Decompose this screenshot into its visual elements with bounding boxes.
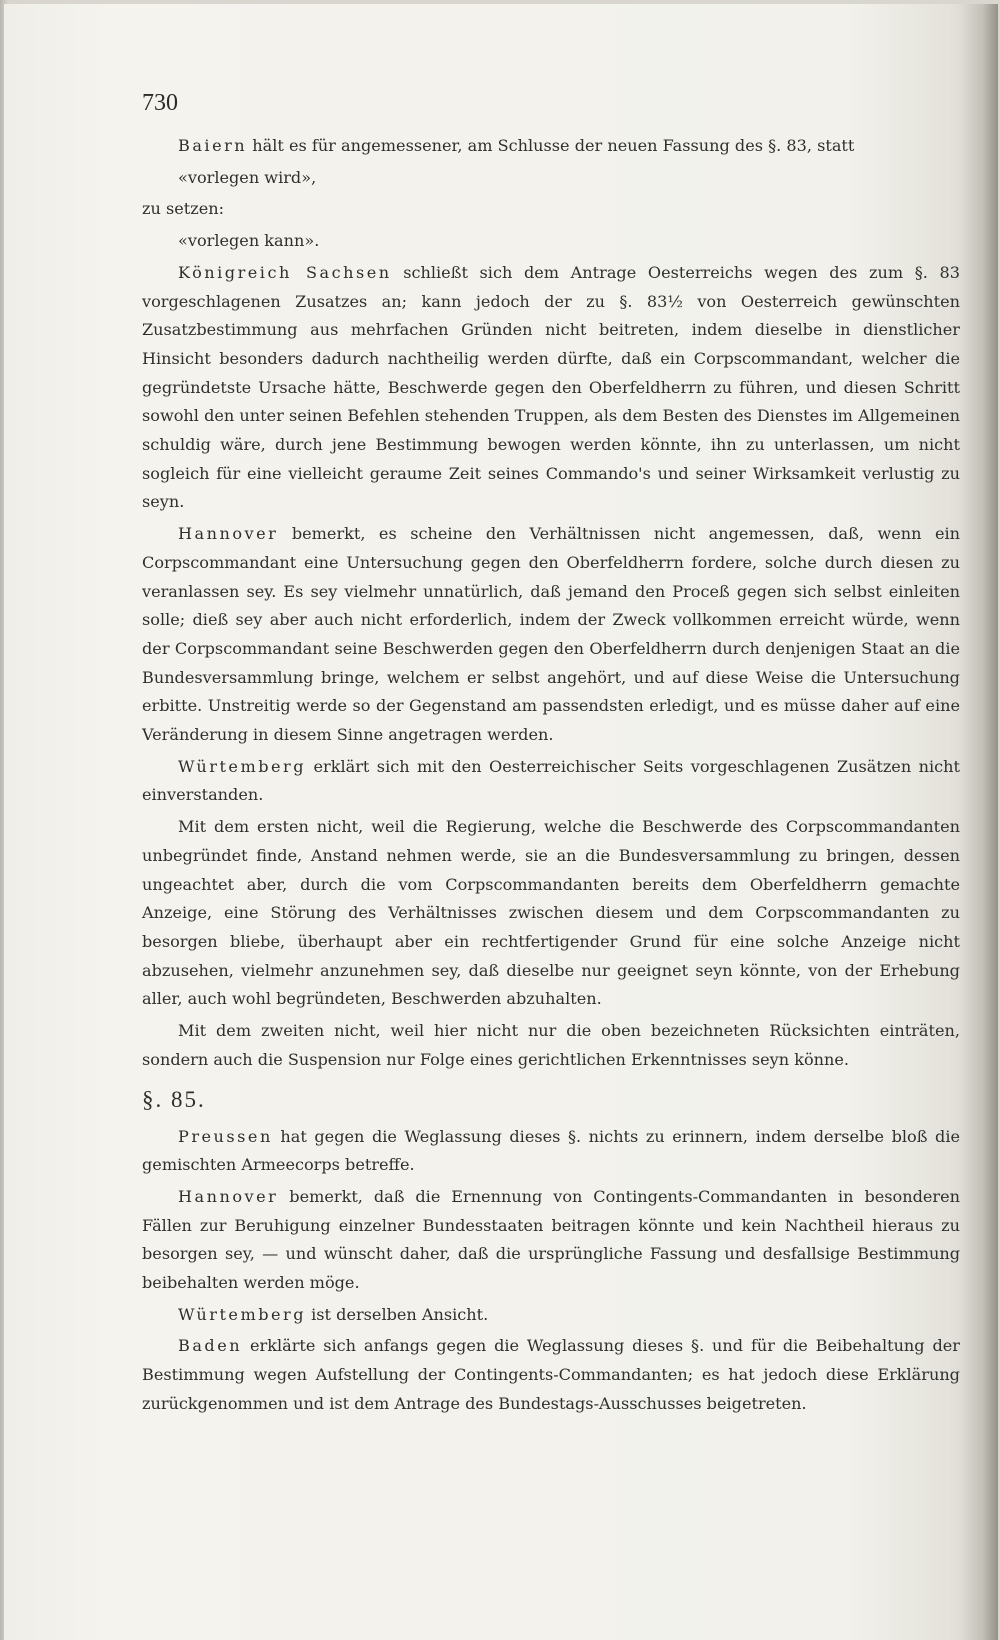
paragraph-lead-name: Würtemberg	[178, 1304, 307, 1324]
paragraph	[142, 1017, 960, 1074]
paragraph-text: bemerkt, daß die Ernennung von Contingents-Commandanten in besonderen Fällen zur Beruhigung einzelner Bundesstaaten beitragen könnte und kein Nachtheil hieraus zu besorgen sey, — und wünscht daher, daß die ursprüngliche Fassung und desfallsige Bestimmung beibehalten werden möge.	[142, 1186, 960, 1293]
scanned-page	[4, 4, 998, 1640]
paragraph-lead-name: Baiern	[178, 136, 248, 155]
page-number: 730	[142, 90, 178, 116]
paragraph-text: Mit dem zweiten nicht, weil hier nicht nur die oben bezeichneten Rücksichten einträten, sondern auch die Suspension nur Folge eines gerichtlichen Erkenntnisses seyn könne.	[142, 1021, 960, 1069]
paragraph-lead-name: Hannover	[178, 524, 279, 544]
paragraph-text: zu setzen:	[142, 199, 225, 219]
paragraph	[142, 1301, 960, 1330]
paragraph-text: «vorlegen kann».	[178, 231, 320, 251]
paragraph-text: hat gegen die Weglassung dieses §. nichts zu erinnern, indem derselbe bloß die gemischten Armeecorps betreffe.	[142, 1126, 960, 1175]
paragraph	[142, 813, 960, 1014]
paragraph	[142, 520, 960, 750]
paragraph-lead-name: Baden	[178, 1336, 243, 1356]
paragraph	[142, 132, 960, 161]
paragraph	[142, 259, 960, 517]
paragraph-lead-name: Würtemberg	[178, 756, 307, 776]
paragraph-text: erklärte sich anfangs gegen die Weglassung dieses §. und für die Beibehaltung der Bestimmung wegen Aufstellung der Contingents-Commandanten; es hat jedoch diese Erklärung zurückgenommen und ist dem Antrage des Bundestags-Ausschusses beigetreten.	[142, 1336, 960, 1413]
paragraph	[142, 164, 960, 193]
paragraph-text: «vorlegen wird»,	[178, 167, 317, 187]
paragraphs-after-section	[142, 1123, 960, 1419]
paragraph	[142, 1183, 960, 1298]
page-edge-shadow	[960, 4, 998, 1640]
body-text	[142, 132, 960, 1422]
paragraph	[142, 227, 960, 256]
paragraph	[142, 1332, 960, 1418]
paragraph	[142, 753, 960, 810]
paragraph-text: bemerkt, es scheine den Verhältnissen nicht angemessen, daß, wenn ein Corpscommandant eine Untersuchung gegen den Oberfeldherrn fordere, solche durch diesen zu veranlassen sey. Es sey vielmehr unnatürlich, daß jemand den Proceß gegen sich selbst einleiten solle; dieß sey aber auch nicht erforderlich, indem der Zweck vollkommen erreicht würde, wenn der Corpscommandant seine Beschwerden gegen den Oberfeldherrn durch denjenigen Staat an die Bundesversammlung bringe, welchem er selbst angehört, und auf diese Weise die Untersuchung erbitte. Unstreitig werde so der Gegenstand am passendsten erledigt, und es müsse daher auf eine Veränderung in diesem Sinne angetragen werden.	[142, 524, 960, 745]
paragraph-lead-name: Preussen	[178, 1126, 273, 1146]
paragraph-lead-name: Königreich Sachsen	[178, 262, 392, 282]
paragraph-text: ist derselben Ansicht.	[306, 1304, 489, 1324]
paragraph-text: schließt sich dem Antrage Oesterreichs wegen des zum §. 83 vorgeschlagenen Zusatzes an; kann jedoch der zu §. 83½ von Oesterreich gewünschten Zusatzbestimmung aus mehrfachen Gründen nicht beitreten, indem dieselbe in dienstlicher Hinsicht besonders dadurch nachtheilig werden dürfte, daß ein Corpscommandant, welcher die gegründetste Ursache hätte, Beschwerde gegen den Oberfeldherrn zu führen, und diesen Schritt sowohl den unter seinen Befehlen stehenden Truppen, als dem Besten des Dienstes im Allgemeinen schuldig wäre, durch jene Bestimmung bewogen werden könnte, ihn zu unterlassen, um nicht sogleich für eine vielleicht geraume Zeit seines Commando's und seiner Wirksamkeit verlustig zu seyn.	[142, 262, 960, 512]
paragraph	[142, 195, 960, 224]
paragraphs-before-section	[142, 132, 960, 1075]
section-heading: §. 85.	[142, 1086, 206, 1112]
paragraph-text: Mit dem ersten nicht, weil die Regierung, welche die Beschwerde des Corpscommandanten unbegründet finde, Anstand nehmen werde, sie an die Bundesversammlung zu bringen, dessen ungeachtet aber, durch die vom Corpscommandanten bereits dem Oberfeldherrn gemachte Anzeige, eine Störung des Verhältnisses zwischen diesem und dem Corpscommandanten zu besorgen bliebe, überhaupt aber ein rechtfertigender Grund für eine solche Anzeige nicht abzusehen, vielmehr anzunehmen sey, daß dieselbe nur geeignet seyn könnte, von der Erhebung aller, auch wohl begründeten, Beschwerden abzuhalten.	[142, 817, 960, 1009]
paragraph-text: erklärt sich mit den Oesterreichischer Seits vorgeschlagenen Zusätzen nicht einverstanden.	[142, 756, 960, 805]
paragraph-text: hält es für angemessener, am Schlusse der neuen Fassung des §. 83, statt	[247, 136, 855, 155]
paragraph	[142, 1123, 960, 1180]
paragraph-lead-name: Hannover	[178, 1186, 279, 1206]
